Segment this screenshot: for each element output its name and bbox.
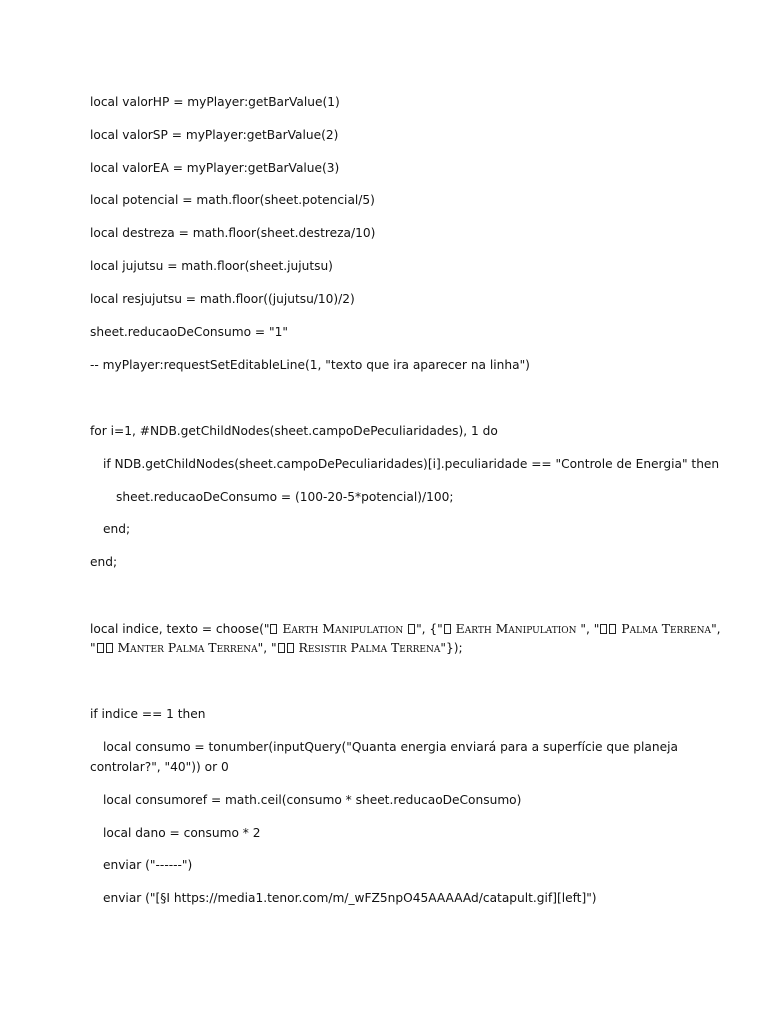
text-run: ", " bbox=[257, 641, 277, 655]
text-run: ", " bbox=[576, 622, 600, 636]
text-run: local indice, texto = choose(" bbox=[90, 622, 270, 636]
option-title: Palma Terrena bbox=[621, 621, 712, 636]
option-title: Earth Manipulation bbox=[282, 621, 404, 636]
missing-glyph-icon bbox=[408, 624, 415, 634]
text-run: "}); bbox=[440, 641, 463, 655]
code-line: local consumoref = math.ceil(consumo * sheet.reducaoDeConsumo) bbox=[103, 793, 522, 807]
missing-glyph-icon bbox=[609, 624, 616, 634]
missing-glyph-icon bbox=[97, 643, 104, 653]
code-line: if indice == 1 then bbox=[90, 707, 206, 721]
code-line: enviar ("------") bbox=[103, 858, 193, 872]
choose-line bbox=[90, 619, 721, 639]
code-line: local consumo = tonumber(inputQuery("Quanta energia enviará para a superfície que planeja bbox=[103, 740, 678, 754]
code-line: if NDB.getChildNodes(sheet.campoDePeculiaridades)[i].peculiaridade == "Controle de Energia" then bbox=[103, 457, 720, 471]
missing-glyph-icon bbox=[278, 643, 285, 653]
option-title: Earth Manipulation bbox=[455, 621, 577, 636]
code-line: local valorHP = myPlayer:getBarValue(1) bbox=[90, 95, 340, 109]
code-line: local potencial = math.floor(sheet.potencial/5) bbox=[90, 193, 375, 207]
code-line: local dano = consumo * 2 bbox=[103, 826, 261, 840]
code-line: local valorSP = myPlayer:getBarValue(2) bbox=[90, 128, 339, 142]
text-run: ", {" bbox=[416, 622, 443, 636]
missing-glyph-icon bbox=[106, 643, 113, 653]
choose-line-continuation bbox=[90, 638, 690, 658]
code-line: controlar?", "40")) or 0 bbox=[90, 760, 229, 774]
code-line: local resjujutsu = math.floor((jujutsu/10)/2) bbox=[90, 292, 355, 306]
code-line: sheet.reducaoDeConsumo = (100-20-5*potencial)/100; bbox=[116, 490, 454, 504]
code-line: local jujutsu = math.floor(sheet.jujutsu) bbox=[90, 259, 333, 273]
comment-line: -- myPlayer:requestSetEditableLine(1, "texto que ira aparecer na linha") bbox=[90, 358, 530, 372]
code-line: end; bbox=[103, 522, 131, 536]
code-line: end; bbox=[90, 555, 118, 569]
missing-glyph-icon bbox=[287, 643, 294, 653]
missing-glyph-icon bbox=[270, 624, 277, 634]
code-line: local destreza = math.floor(sheet.destreza/10) bbox=[90, 226, 376, 240]
missing-glyph-icon bbox=[444, 624, 451, 634]
option-title: Resistir Palma Terrena bbox=[298, 640, 441, 655]
text-run: " bbox=[90, 641, 96, 655]
code-line: local valorEA = myPlayer:getBarValue(3) bbox=[90, 161, 340, 175]
code-line: sheet.reducaoDeConsumo = "1" bbox=[90, 325, 288, 339]
option-title: Manter Palma Terrena bbox=[117, 640, 258, 655]
code-line: enviar ("[§I https://media1.tenor.com/m/_wFZ5npO45AAAAAd/catapult.gif][left]") bbox=[103, 891, 597, 905]
missing-glyph-icon bbox=[600, 624, 607, 634]
text-run: ", bbox=[711, 622, 721, 636]
code-line: for i=1, #NDB.getChildNodes(sheet.campoDePeculiaridades), 1 do bbox=[90, 424, 498, 438]
